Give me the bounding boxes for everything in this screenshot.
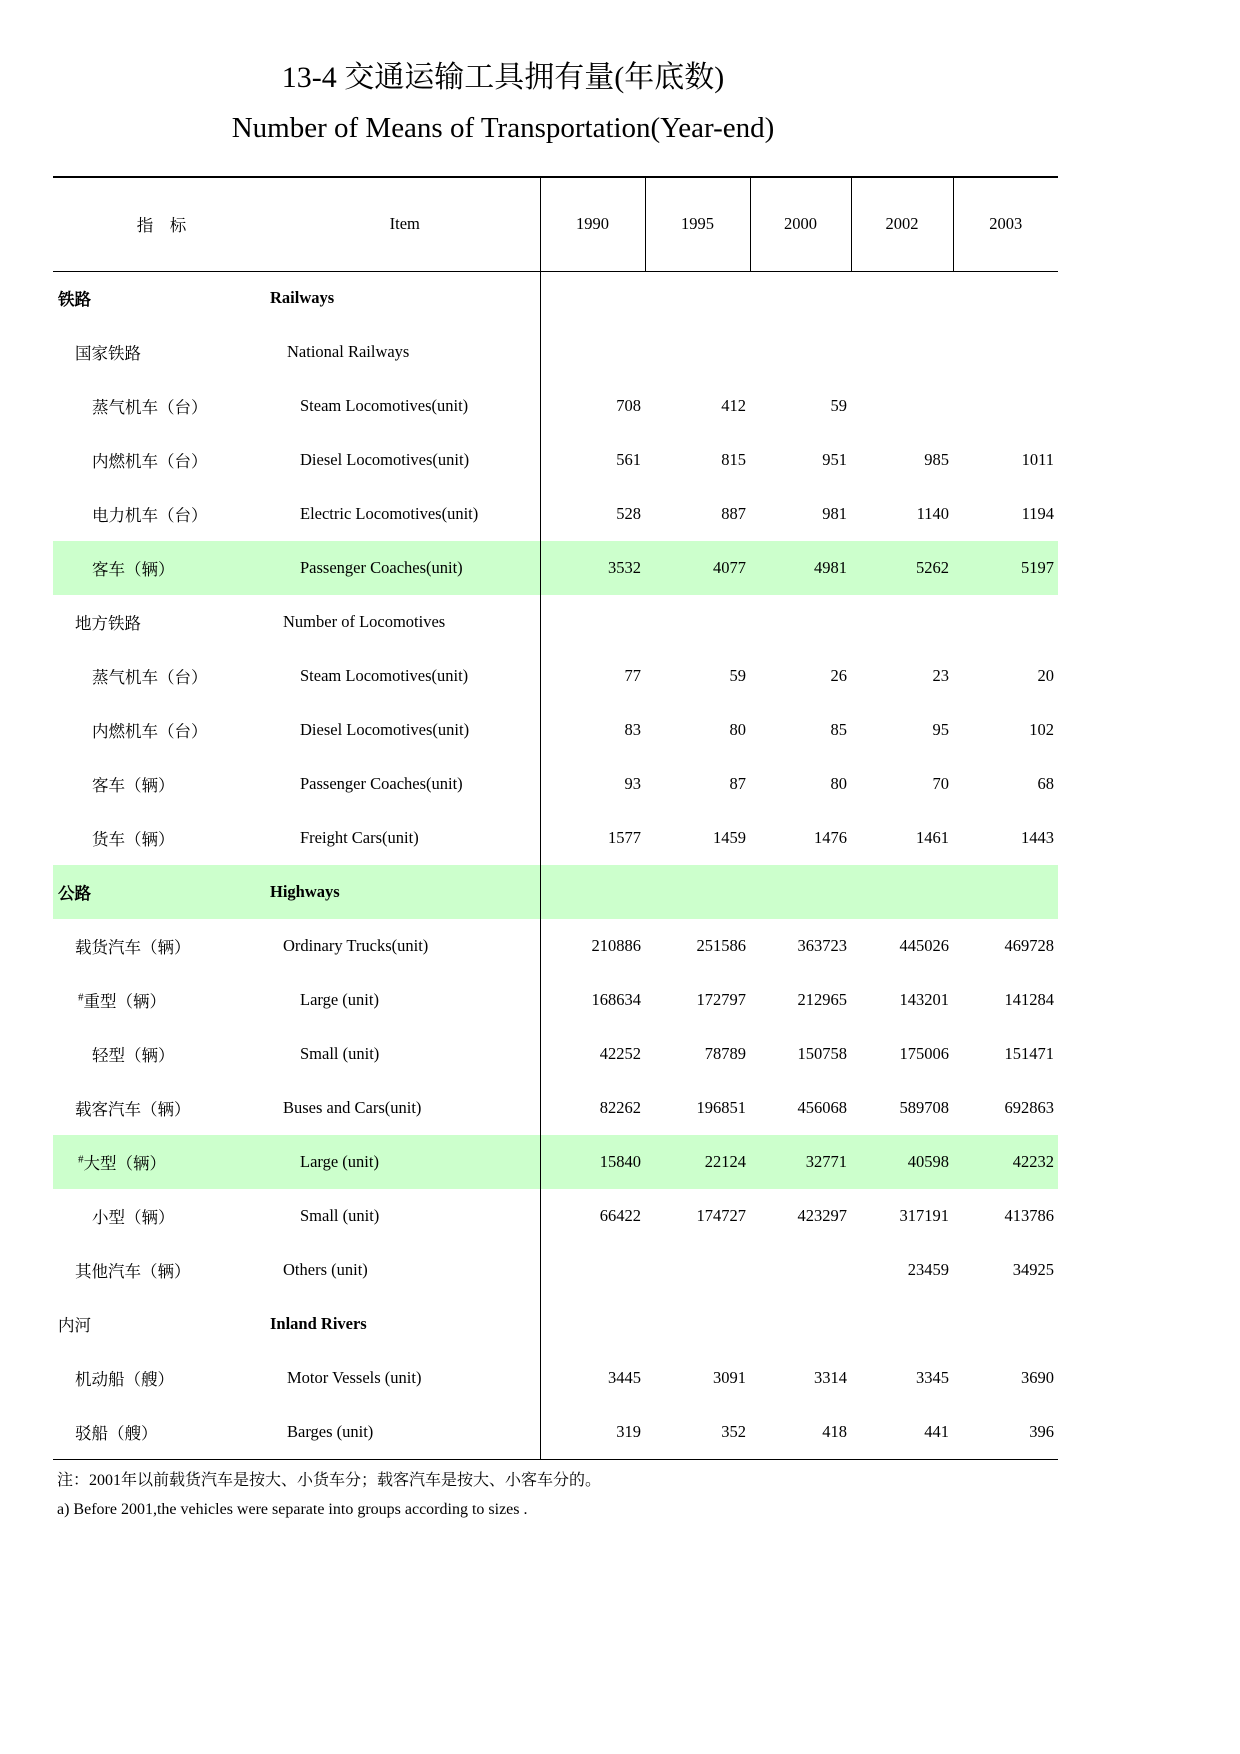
cell-1990 <box>540 865 645 919</box>
table-row <box>53 1135 1058 1189</box>
table-row <box>53 973 1058 1027</box>
row-label-cn <box>53 1135 270 1189</box>
cell-1995: 80 <box>729 720 746 739</box>
table-row <box>53 811 1058 865</box>
cell-2002: 70 <box>932 774 949 793</box>
row-label-cn: 其他汽车（辆） <box>75 1262 191 1281</box>
cell-2000: 85 <box>830 720 847 739</box>
table-row <box>53 379 1058 433</box>
cell-2000 <box>750 271 851 325</box>
row-label-cn: 地方铁路 <box>75 614 141 633</box>
cell-1990: 561 <box>540 433 645 487</box>
cell-2003 <box>953 325 1058 379</box>
cell-2000: 212965 <box>797 990 847 1009</box>
cell-2003: 413786 <box>1004 1206 1054 1225</box>
cell-2003: 469728 <box>1004 936 1054 955</box>
row-label-cn: 内燃机车（台） <box>92 452 208 471</box>
cell-1995 <box>645 595 750 649</box>
cell-2003 <box>953 271 1058 325</box>
cell-2003: 1443 <box>1021 828 1054 847</box>
cell-1990 <box>540 271 645 325</box>
cell-2000: 951 <box>822 450 847 469</box>
row-label-cn: 载客汽车（辆） <box>75 1100 191 1119</box>
cell-2002 <box>851 1297 953 1351</box>
row-label-cn: 铁路 <box>58 290 91 310</box>
table-row <box>53 1027 1058 1081</box>
cell-1990 <box>540 1243 645 1297</box>
cell-2000: 418 <box>750 1405 851 1459</box>
row-label-cn: 国家铁路 <box>75 344 141 363</box>
cell-1990: 42252 <box>540 1027 645 1081</box>
page-title-en: Number of Means of Transportation(Year-end) <box>231 112 775 144</box>
cell-1990: 168634 <box>540 973 645 1027</box>
cell-1995: 87 <box>729 774 746 793</box>
row-label-cn: 小型（辆） <box>92 1208 175 1227</box>
table-row <box>53 271 1058 325</box>
footnote-en: a) Before 2001,the vehicles were separate into groups according to sizes . <box>57 1501 528 1518</box>
cell-2000: 363723 <box>797 936 847 955</box>
row-label-en: Motor Vessels (unit) <box>287 1368 422 1387</box>
table-row <box>53 919 1058 973</box>
cell-1995 <box>645 1297 750 1351</box>
cell-2000: 423297 <box>797 1206 847 1225</box>
table-header-row <box>53 177 1058 271</box>
table-row <box>53 1189 1058 1243</box>
cell-2003: 1194 <box>1021 504 1054 523</box>
row-label-en: Diesel Locomotives(unit) <box>300 720 470 739</box>
row-label-en: Electric Locomotives(unit) <box>300 504 479 523</box>
cell-1990: 82262 <box>540 1081 645 1135</box>
cell-2002: 143201 <box>899 990 949 1009</box>
row-label-cn: 内河 <box>58 1316 91 1335</box>
cell-1995: 196851 <box>696 1098 746 1117</box>
cell-1995: 251586 <box>696 936 746 955</box>
cell-2002 <box>851 865 953 919</box>
table-row <box>53 1243 1058 1297</box>
cell-2002: 1140 <box>916 504 949 523</box>
table-row <box>53 595 1058 649</box>
row-label-en: Others (unit) <box>283 1260 368 1279</box>
row-label-en: Large (unit) <box>270 1135 540 1189</box>
cell-2000: 80 <box>830 774 847 793</box>
cell-2003: 68 <box>1037 774 1054 793</box>
cell-1995: 815 <box>721 450 746 469</box>
cell-2000: 3314 <box>814 1368 847 1387</box>
cell-2000: 4981 <box>750 541 851 595</box>
cell-1995 <box>645 325 750 379</box>
cell-2000 <box>750 1243 851 1297</box>
cell-2000 <box>750 325 851 379</box>
cell-2002: 445026 <box>899 936 949 955</box>
header-item-en: Item <box>270 177 540 271</box>
cell-1990: 319 <box>540 1405 645 1459</box>
cell-2000 <box>750 865 851 919</box>
row-label-en: Highways <box>270 865 540 919</box>
cell-1995: 22124 <box>645 1135 750 1189</box>
cell-2003: 34925 <box>1012 1260 1054 1279</box>
table-row <box>53 1297 1058 1351</box>
row-label-en: Freight Cars(unit) <box>300 828 419 847</box>
row-label-cn: 机动船（艘） <box>75 1370 174 1389</box>
cell-2003: 3690 <box>1021 1368 1054 1387</box>
cell-2000 <box>750 1297 851 1351</box>
row-label-en: Barges (unit) <box>270 1405 540 1459</box>
row-label-en: Diesel Locomotives(unit) <box>300 450 470 469</box>
cell-2002: 23 <box>932 666 949 685</box>
cell-2000: 26 <box>830 666 847 685</box>
row-label-en: Railways <box>270 288 335 308</box>
page-title-cn: 13-4 交通运输工具拥有量(年底数) <box>281 61 725 94</box>
table-row <box>53 433 1058 487</box>
cell-1990: 210886 <box>540 919 645 973</box>
cell-1995 <box>645 865 750 919</box>
cell-2002: 3345 <box>916 1368 949 1387</box>
cell-1995: 172797 <box>696 990 746 1009</box>
row-label-en: Small (unit) <box>300 1206 380 1225</box>
cell-2003: 1011 <box>1021 450 1054 469</box>
cell-2003: 5197 <box>953 541 1058 595</box>
cell-2000: 1476 <box>814 828 847 847</box>
statistics-table <box>53 176 1058 1460</box>
cell-2000: 456068 <box>797 1098 847 1117</box>
cell-1995 <box>645 271 750 325</box>
row-label-cn: 公路 <box>53 865 270 919</box>
table-row <box>53 649 1058 703</box>
row-label-en: Number of Locomotives <box>283 612 446 631</box>
cell-2002: 175006 <box>899 1044 949 1063</box>
table-row <box>53 541 1058 595</box>
row-label-cn: 驳船（艘） <box>53 1405 270 1459</box>
cell-2000 <box>750 595 851 649</box>
cell-2002: 1461 <box>916 828 949 847</box>
row-label-cn-text: 大型（辆） <box>83 1154 166 1173</box>
cell-1995: 3091 <box>713 1368 746 1387</box>
cell-1995: 352 <box>645 1405 750 1459</box>
cell-2002: 23459 <box>907 1260 949 1279</box>
row-label-cn: 蒸气机车（台） <box>92 668 208 687</box>
cell-1990: 1577 <box>540 811 645 865</box>
subtotal-mark: # <box>78 991 84 1004</box>
row-label-cn: 客车（辆） <box>92 776 175 795</box>
cell-1995: 412 <box>721 396 746 415</box>
row-label-en: National Railways <box>287 342 410 361</box>
header-year-2000: 2000 <box>750 177 851 271</box>
cell-2002 <box>851 271 953 325</box>
subtotal-mark: # <box>78 1153 84 1166</box>
row-label-en: Buses and Cars(unit) <box>283 1098 422 1117</box>
cell-2002 <box>851 325 953 379</box>
cell-2002: 317191 <box>899 1206 949 1225</box>
cell-2002: 441 <box>851 1405 953 1459</box>
row-label-cn-text: 重型（辆） <box>83 992 166 1011</box>
cell-1995: 4077 <box>645 541 750 595</box>
row-label-cn: 电力机车（台） <box>92 506 208 525</box>
table-row <box>53 703 1058 757</box>
cell-2000: 150758 <box>797 1044 847 1063</box>
cell-2000: 59 <box>830 396 847 415</box>
cell-1990: 77 <box>540 649 645 703</box>
cell-2002: 95 <box>932 720 949 739</box>
cell-1995: 887 <box>721 504 746 523</box>
table-row <box>53 1351 1058 1405</box>
cell-1995: 59 <box>729 666 746 685</box>
row-label-cn: 内燃机车（台） <box>92 722 208 741</box>
row-label-cn: 货车（辆） <box>92 830 175 849</box>
cell-2002 <box>851 379 953 433</box>
row-label-en: Small (unit) <box>300 1044 380 1063</box>
table-row <box>53 325 1058 379</box>
header-year-1995: 1995 <box>645 177 750 271</box>
cell-2003: 141284 <box>1004 990 1054 1009</box>
table-row <box>53 1405 1058 1459</box>
cell-2002: 5262 <box>851 541 953 595</box>
cell-1990: 83 <box>540 703 645 757</box>
cell-1995: 78789 <box>704 1044 746 1063</box>
table-row <box>53 757 1058 811</box>
header-year-1990: 1990 <box>540 177 645 271</box>
row-label-en: Passenger Coaches(unit) <box>270 541 540 595</box>
header-year-2003: 2003 <box>953 177 1058 271</box>
cell-2000: 32771 <box>750 1135 851 1189</box>
row-label-en: Ordinary Trucks(unit) <box>283 936 429 955</box>
cell-2002 <box>851 595 953 649</box>
cell-1990: 15840 <box>540 1135 645 1189</box>
cell-2002: 40598 <box>851 1135 953 1189</box>
row-label-cn: 载货汽车（辆） <box>75 938 191 957</box>
row-label-cn: 蒸气机车（台） <box>92 398 208 417</box>
cell-1990: 708 <box>540 379 645 433</box>
footnote-cn: 注：2001年以前载货汽车是按大、小货车分；载客汽车是按大、小客车分的。 <box>57 1472 602 1489</box>
table-row <box>53 487 1058 541</box>
cell-1990: 3532 <box>540 541 645 595</box>
cell-2003: 151471 <box>1004 1044 1054 1063</box>
cell-1990 <box>540 1297 645 1351</box>
row-label-cn: 轻型（辆） <box>92 1046 175 1065</box>
cell-2003: 396 <box>953 1405 1058 1459</box>
cell-2002: 589708 <box>899 1098 949 1117</box>
row-label-cn <box>53 973 270 1027</box>
cell-1995 <box>645 1243 750 1297</box>
cell-1990 <box>540 325 645 379</box>
cell-2003: 42232 <box>953 1135 1058 1189</box>
row-label-en: Passenger Coaches(unit) <box>300 774 463 793</box>
cell-2003 <box>953 379 1058 433</box>
cell-1995: 174727 <box>696 1206 746 1225</box>
cell-1990: 66422 <box>540 1189 645 1243</box>
cell-2003: 102 <box>1029 720 1054 739</box>
header-indicator-cn: 指 标 <box>53 177 270 271</box>
table-row <box>53 865 1058 919</box>
cell-1990: 3445 <box>540 1351 645 1405</box>
cell-2003 <box>953 865 1058 919</box>
row-label-en: Large (unit) <box>300 990 379 1009</box>
cell-1990: 528 <box>540 487 645 541</box>
table-row <box>53 1081 1058 1135</box>
cell-1995: 1459 <box>713 828 746 847</box>
header-year-2002: 2002 <box>851 177 953 271</box>
row-label-en: Steam Locomotives(unit) <box>300 666 469 685</box>
cell-2003: 20 <box>1037 666 1054 685</box>
cell-2003 <box>953 595 1058 649</box>
cell-2000: 981 <box>822 504 847 523</box>
cell-2002: 985 <box>924 450 949 469</box>
row-label-en: Steam Locomotives(unit) <box>300 396 469 415</box>
row-label-en: Inland Rivers <box>270 1314 367 1333</box>
cell-2003: 692863 <box>1004 1098 1054 1117</box>
cell-1990 <box>540 595 645 649</box>
row-label-cn: 客车（辆） <box>53 541 270 595</box>
cell-1990: 93 <box>540 757 645 811</box>
cell-2003 <box>953 1297 1058 1351</box>
